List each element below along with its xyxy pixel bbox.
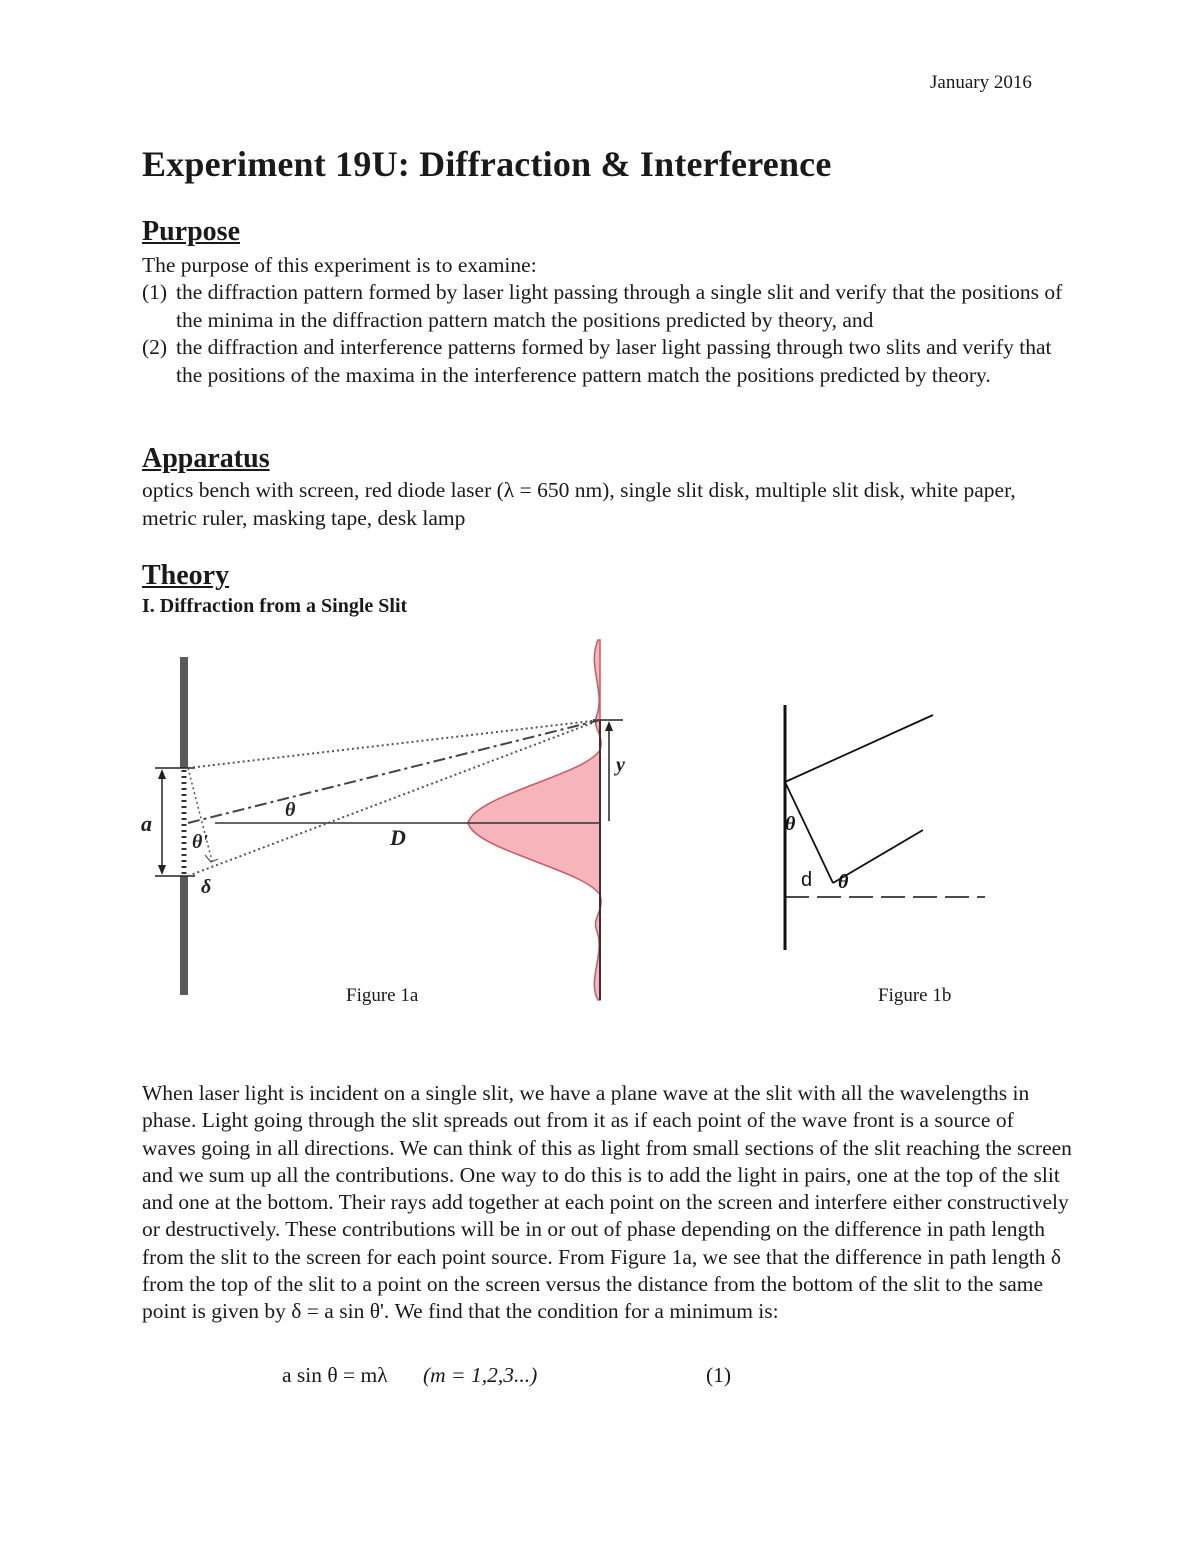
- apparatus-text: optics bench with screen, red diode laser (λ = 650 nm), single slit disk, multiple slit disk, white paper, metric ruler, masking tape, desk lamp: [142, 478, 1016, 530]
- purpose-intro: The purpose of this experiment is to examine:: [142, 253, 537, 277]
- purpose-item-2-number: (2): [142, 335, 168, 359]
- equation-condition: (m = 1,2,3...): [423, 1363, 538, 1387]
- purpose-item-2-text: the diffraction and interference patterns formed by laser light passing through two slits and verify that the positions of the maxima in the interference pattern match the positions predicted by theory.: [176, 335, 1052, 387]
- figure-1a-caption: Figure 1a: [346, 985, 419, 1006]
- label-delta: δ: [201, 876, 212, 898]
- label-theta-top: θ: [785, 813, 796, 835]
- theory-heading: Theory: [142, 560, 230, 591]
- theory-subheading: I. Diffraction from a Single Slit: [142, 595, 408, 617]
- label-theta: θ: [285, 799, 296, 821]
- equation-expression: a sin θ = mλ: [282, 1363, 388, 1387]
- ray-upper: [785, 715, 933, 782]
- a-arrow-up: [158, 769, 166, 779]
- purpose-item-1-number: (1): [142, 280, 168, 304]
- page-title: Experiment 19U: Diffraction & Interference: [142, 144, 832, 184]
- y-arrow: [605, 721, 613, 731]
- a-arrow-down: [158, 865, 166, 875]
- label-y: y: [616, 754, 625, 776]
- label-theta-prime: θ': [192, 831, 208, 853]
- purpose-item-1-text: the diffraction pattern formed by laser light passing through a single slit and verify that the positions of the minima in the diffraction pattern match the positions predicted by theory, and: [176, 280, 1063, 332]
- page-date: January 2016: [930, 72, 1032, 93]
- label-a: a: [141, 811, 152, 836]
- figure-1b-diagram: [765, 690, 1005, 965]
- equation-number: (1): [706, 1363, 732, 1387]
- label-D: D: [390, 825, 406, 850]
- apparatus-heading: Apparatus: [142, 443, 270, 474]
- label-d: d: [801, 869, 813, 891]
- purpose-heading: Purpose: [142, 216, 240, 247]
- ray-top: [188, 720, 600, 768]
- figure-1b-caption: Figure 1b: [878, 985, 952, 1006]
- theory-paragraph: When laser light is incident on a single slit, we have a plane wave at the slit with all the wavelengths in phase. Light going through the slit spreads out from it as if each point of the wave front is a source of waves going in all directions. We can think of this as light from small sections of the slit reaching the screen and we sum up all the contributions. One way to do this is to add the light in pairs, one at the top of the slit and one at the bottom. Their rays add together at each point on the screen and interfere either constructively or destructively. These contributions will be in or out of phase depending on the difference in path length from the slit to the screen for each point source. From Figure 1a, we see that the difference in path length δ from the top of the slit to a point on the screen versus the distance from the bottom of the slit to the same point is given by δ = a sin θ'. We find that the condition for a minimum is:: [142, 1081, 1072, 1324]
- label-theta-bottom: θ: [838, 871, 849, 893]
- figure-1a-diagram: [135, 635, 625, 1005]
- intensity-pattern: [468, 640, 601, 1000]
